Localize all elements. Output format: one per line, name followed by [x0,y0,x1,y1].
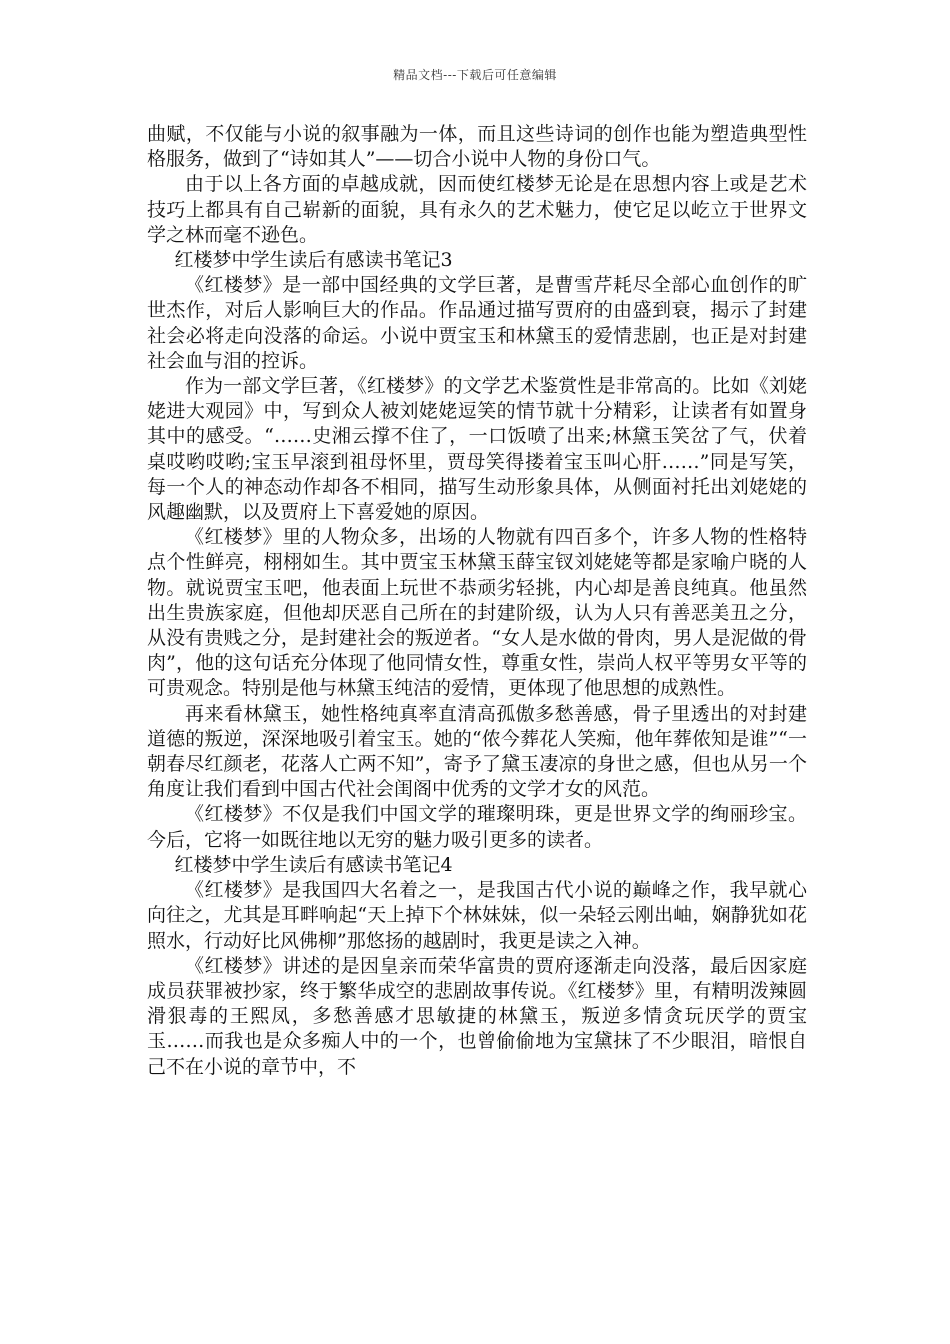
paragraph: 《红楼梦》不仅是我们中国文学的璀璨明珠，更是世界文学的绚丽珍宝。今后，它将一如既往地以无穷的魅力吸引更多的读者。 [147,803,807,851]
paragraph: 再来看林黛玉，她性格纯真率直清高孤傲多愁善感，骨子里透出的对封建道德的叛逆，深深地吸引着宝玉。她的“侬今葬花人笑痴，他年葬侬知是谁”“一朝春尽红颜老，花落人亡两不知”，寄予了黛玉凄凉的身世之感，但也从另一个角度让我们看到中国古代社会闺阁中优秀的文学才女的风范。 [147,702,807,801]
paragraph: 《红楼梦》里的人物众多，出场的人物就有四百多个，许多人物的性格特点个性鲜亮，栩栩如生。其中贾宝玉林黛玉薛宝钗刘姥姥等都是家喻户晓的人物。就说贾宝玉吧，他表面上玩世不恭顽劣轻挑，内心却是善良纯真。他虽然出生贵族家庭，但他却厌恶自己所在的封建阶级，认为人只有善恶美丑之分，从没有贵贱之分，是封建社会的叛逆者。“女人是水做的骨肉，男人是泥做的骨肉”，他的这句话充分体现了他同情女性，尊重女性，崇尚人权平等男女平等的可贵观念。特别是他与林黛玉纯洁的爱情，更体现了他思想的成熟性。 [147,526,807,700]
document-body [147,122,807,1080]
paragraph: 《红楼梦》是我国四大名着之一，是我国古代小说的巅峰之作，我早就心向往之，尤其是耳畔响起“天上掉下个林妹妹，似一朵轻云刚出岫，娴静犹如花照水，行动好比风佛柳”那悠扬的越剧时，我更是读之入神。 [147,879,807,952]
section-heading-4: 红楼梦中学生读后有感读书笔记4 [174,853,453,876]
page-header: 精品文档---下载后可任意编辑 [393,68,557,82]
paragraph: 《红楼梦》讲述的是因皇亲而荣华富贵的贾府逐渐走向没落，最后因家庭成员获罪被抄家，终于繁华成空的悲剧故事传说。《红楼梦》里，有精明泼辣圆滑狠毒的王熙凤，多愁善感才思敏捷的林黛玉，叛逆多情贪玩厌学的贾宝玉……而我也是众多痴人中的一个，也曾偷偷地为宝黛抹了不少眼泪，暗恨自己不在小说的章节中，不 [147,954,807,1078]
paragraph: 由于以上各方面的卓越成就，因而使红楼梦无论是在思想内容上或是艺术技巧上都具有自己崭新的面貌，具有永久的艺术魅力，使它足以屹立于世界文学之林而毫不逊色。 [147,173,807,246]
section-heading-3: 红楼梦中学生读后有感读书笔记3 [174,249,453,272]
paragraph-continued: 曲赋，不仅能与小说的叙事融为一体，而且这些诗词的创作也能为塑造典型性格服务，做到了“诗如其人”——切合小说中人物的身份口气。 [147,123,807,171]
paragraph: 《红楼梦》是一部中国经典的文学巨著，是曹雪芹耗尽全部心血创作的旷世杰作，对后人影响巨大的作品。作品通过描写贾府的由盛到衰，揭示了封建社会必将走向没落的命运。小说中贾宝玉和林黛玉的爱情悲剧，也正是对封建社会血与泪的控诉。 [147,274,807,372]
paragraph: 作为一部文学巨著，《红楼梦》的文学艺术鉴赏性是非常高的。比如《刘姥姥进大观园》中，写到众人被刘姥姥逗笑的情节就十分精彩，让读者有如置身其中的感受。“……史湘云撑不住了，一口饭喷了出来;林黛玉笑岔了气，伏着桌哎哟哎哟;宝玉早滚到祖母怀里，贾母笑得搂着宝玉叫心肝……”同是写笑，每一个人的神态动作却各不相同，描写生动形象具体，从侧面衬托出刘姥姥的风趣幽默，以及贾府上下喜爱她的原因。 [147,375,807,524]
